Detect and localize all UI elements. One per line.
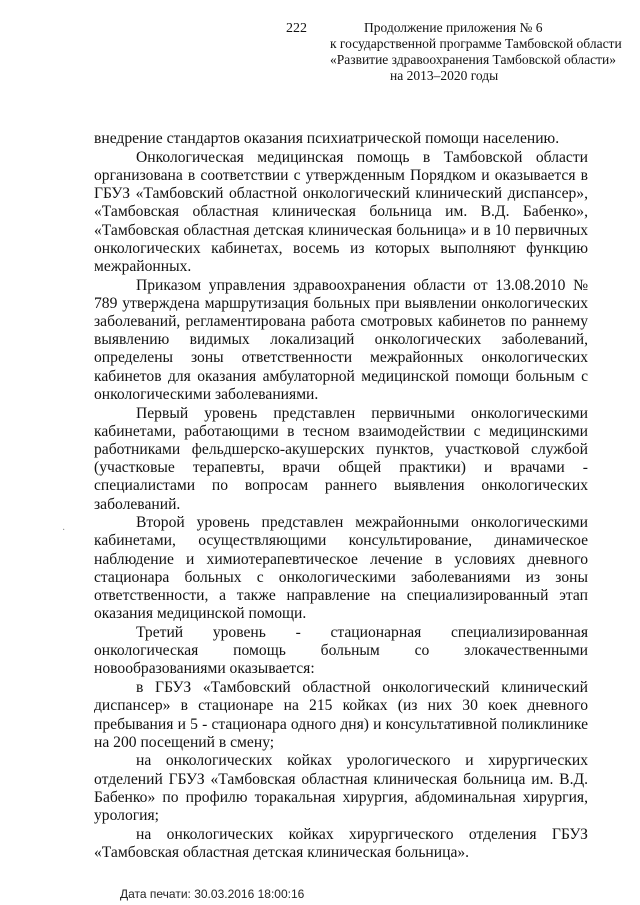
list-item-regional-hospital: на онкологических койках урологического и хирургических отделений ГБУЗ «Тамбовская областная клиническая больница им. В.Д. Бабенко» по профилю торакальная хирургия, абдоминальная хирургия, урология; xyxy=(94,752,588,825)
list-item-dispensary: в ГБУЗ «Тамбовский областной онкологический клинический диспансер» в стационаре на 215 койках (из них 30 коек дневного пребывания и 5 - стационара одного дня) и консультативной поликлинике на 200 посещений в смену; xyxy=(94,679,588,751)
margin-mark: · xyxy=(62,525,66,536)
header-line-1: Продолжение приложения № 6 xyxy=(364,20,543,35)
paragraph-third-level: Третий уровень - стационарная специализированная онкологическая помощь больным со злокачественными новообразованиями оказывается: xyxy=(94,623,588,678)
header-line-2: к государственной программе Тамбовской области xyxy=(330,36,622,51)
appendix-header xyxy=(330,20,640,84)
document-body xyxy=(94,130,588,863)
paragraph-second-level: Второй уровень представлен межрайонными онкологическими кабинетами, осуществляющими консультирование, динамическое наблюдение и химиотерапевтическое лечение в условиях дневного стационара больных с онкологическими заболеваниями из зоны ответственности, а также направление на специализированный этап оказания медицинской помощи. xyxy=(94,514,588,623)
print-date: Дата печати: 30.03.2016 18:00:16 xyxy=(120,887,305,901)
paragraph-oncology-care: Онкологическая медицинская помощь в Тамбовской области организована в соответствии с утвержденным Порядком и оказывается в ГБУЗ «Тамбовский областной онкологический клинический диспансер», «Тамбовская областная клиническая больница им. В.Д. Бабенко», «Тамбовская областная детская клиническая больница» и в 10 первичных онкологических кабинетах, восемь из которых выполняют функцию межрайонных. xyxy=(94,148,588,275)
paragraph-first-level: Первый уровень представлен первичными онкологическими кабинетами, работающими в тесном взаимодействии с медицинскими работниками фельдшерско-акушерских пунктов, участковой службой (участковые терапевты, врачи общей практики) и врачами - специалистами по вопросам раннего выявления онкологических заболеваний. xyxy=(94,404,588,513)
header-line-4: на 2013–2020 годы xyxy=(390,68,499,83)
paragraph-continuation: внедрение стандартов оказания психиатрической помощи населению. xyxy=(94,130,560,147)
page-number: 222 xyxy=(286,21,307,36)
paragraph-order: Приказом управления здравоохранения области от 13.08.2010 № 789 утверждена маршрутизация больных при выявлении онкологических заболеваний, регламентирована работа смотровых кабинетов по раннему выявлению видимых локализаций онкологических заболеваний, определены зоны ответственности межрайонных онкологических кабинетов для оказания амбулаторной медицинской помощи больным с онкологическими заболеваниями. xyxy=(94,276,588,403)
list-item-children-hospital: на онкологических койках хирургического отделения ГБУЗ «Тамбовская областная детская клиническая больница». xyxy=(94,825,588,861)
header-line-3: «Развитие здравоохранения Тамбовской области» xyxy=(330,52,617,67)
